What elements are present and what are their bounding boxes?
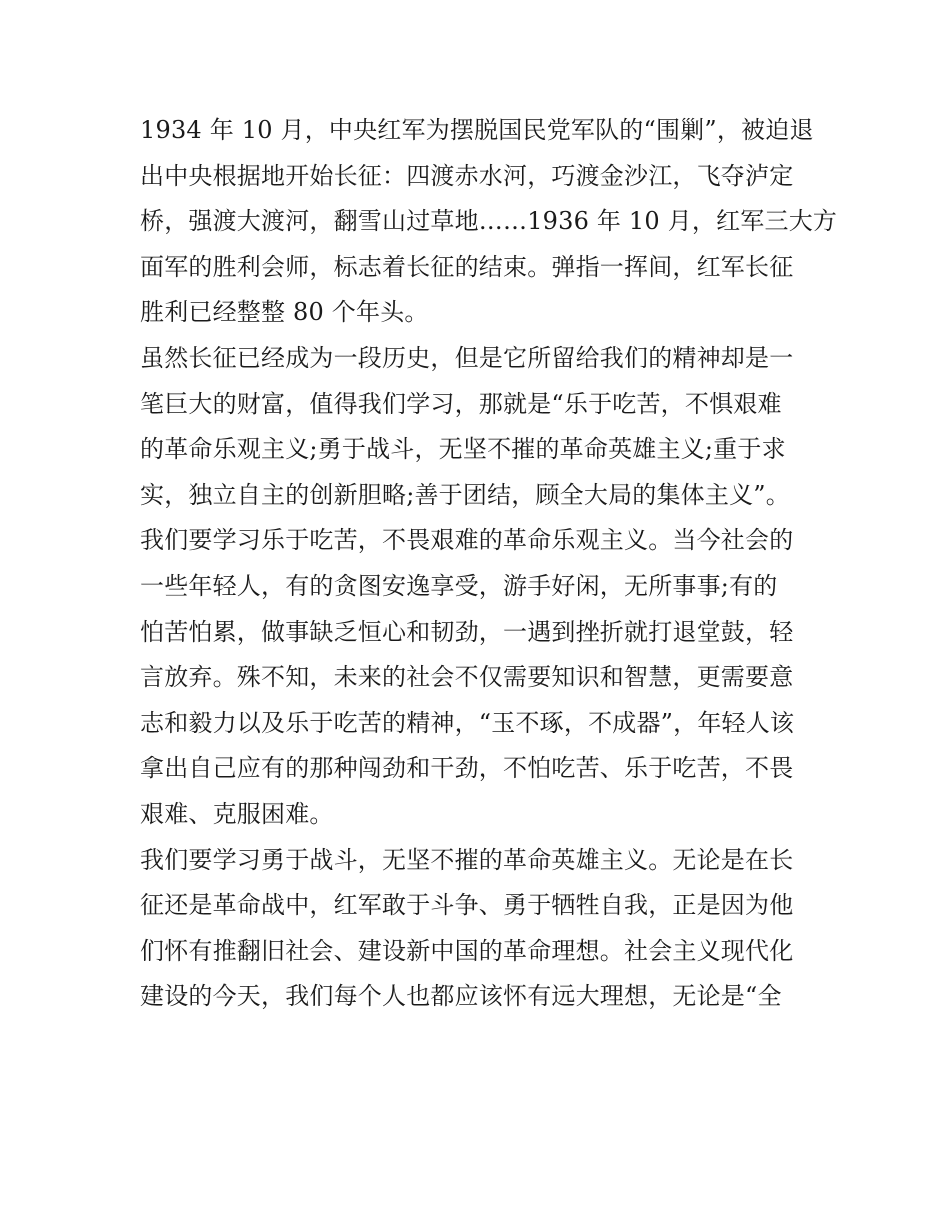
text-line: 志和毅力以及乐于吃苦的精神，“玉不琢，不成器”，年轻人该 — [140, 708, 795, 737]
paragraph-4 — [140, 838, 815, 1020]
text-line: 的革命乐观主义;勇于战斗，无坚不摧的革命英雄主义;重于求 — [140, 435, 786, 464]
text-line: 面军的胜利会师，标志着长征的结束。弹指一挥间，红军长征 — [140, 252, 794, 281]
text-line: 实，独立自主的创新胆略;善于团结，顾全大局的集体主义”。 — [140, 480, 790, 509]
text-line: 怕苦怕累，做事缺乏恒心和韧劲，一遇到挫折就打退堂鼓，轻 — [140, 617, 794, 646]
text-line: 征还是革命战中，红军敢于斗争、勇于牺牲自我，正是因为他 — [140, 891, 794, 920]
text-line: 胜利已经整整 80 个年头。 — [140, 298, 429, 327]
text-line: 拿出自己应有的那种闯劲和干劲，不怕吃苦、乐于吃苦，不畏 — [140, 754, 794, 783]
document-body — [140, 108, 838, 1020]
paragraph-1 — [140, 108, 838, 336]
text-line: 1934 年 10 月，中央红军为摆脱国民党军队的“围剿”，被迫退 — [140, 116, 814, 144]
text-line: 桥，强渡大渡河，翻雪山过草地……1936 年 10 月，红军三大方 — [140, 207, 838, 236]
text-line: 出中央根据地开始长征：四渡赤水河，巧渡金沙江，飞夺泸定 — [140, 161, 794, 190]
paragraph-2 — [140, 336, 815, 518]
text-line: 笔巨大的财富，值得我们学习，那就是“乐于吃苦，不惧艰难 — [140, 389, 782, 418]
text-line: 我们要学习勇于战斗，无坚不摧的革命英雄主义。无论是在长 — [140, 845, 794, 874]
text-line: 艰难、克服困难。 — [140, 799, 334, 828]
text-line: 建设的今天，我们每个人也都应该怀有远大理想，无论是“全 — [140, 982, 782, 1011]
text-line: 一些年轻人，有的贪图安逸享受，游手好闲，无所事事;有的 — [140, 571, 778, 600]
text-line: 虽然长征已经成为一段历史，但是它所留给我们的精神却是一 — [140, 343, 794, 372]
text-line: 我们要学习乐于吃苦，不畏艰难的革命乐观主义。当今社会的 — [140, 526, 794, 555]
text-line: 们怀有推翻旧社会、建设新中国的革命理想。社会主义现代化 — [140, 936, 794, 965]
text-line: 言放弃。殊不知，未来的社会不仅需要知识和智慧，更需要意 — [140, 663, 794, 692]
paragraph-3 — [140, 518, 815, 837]
